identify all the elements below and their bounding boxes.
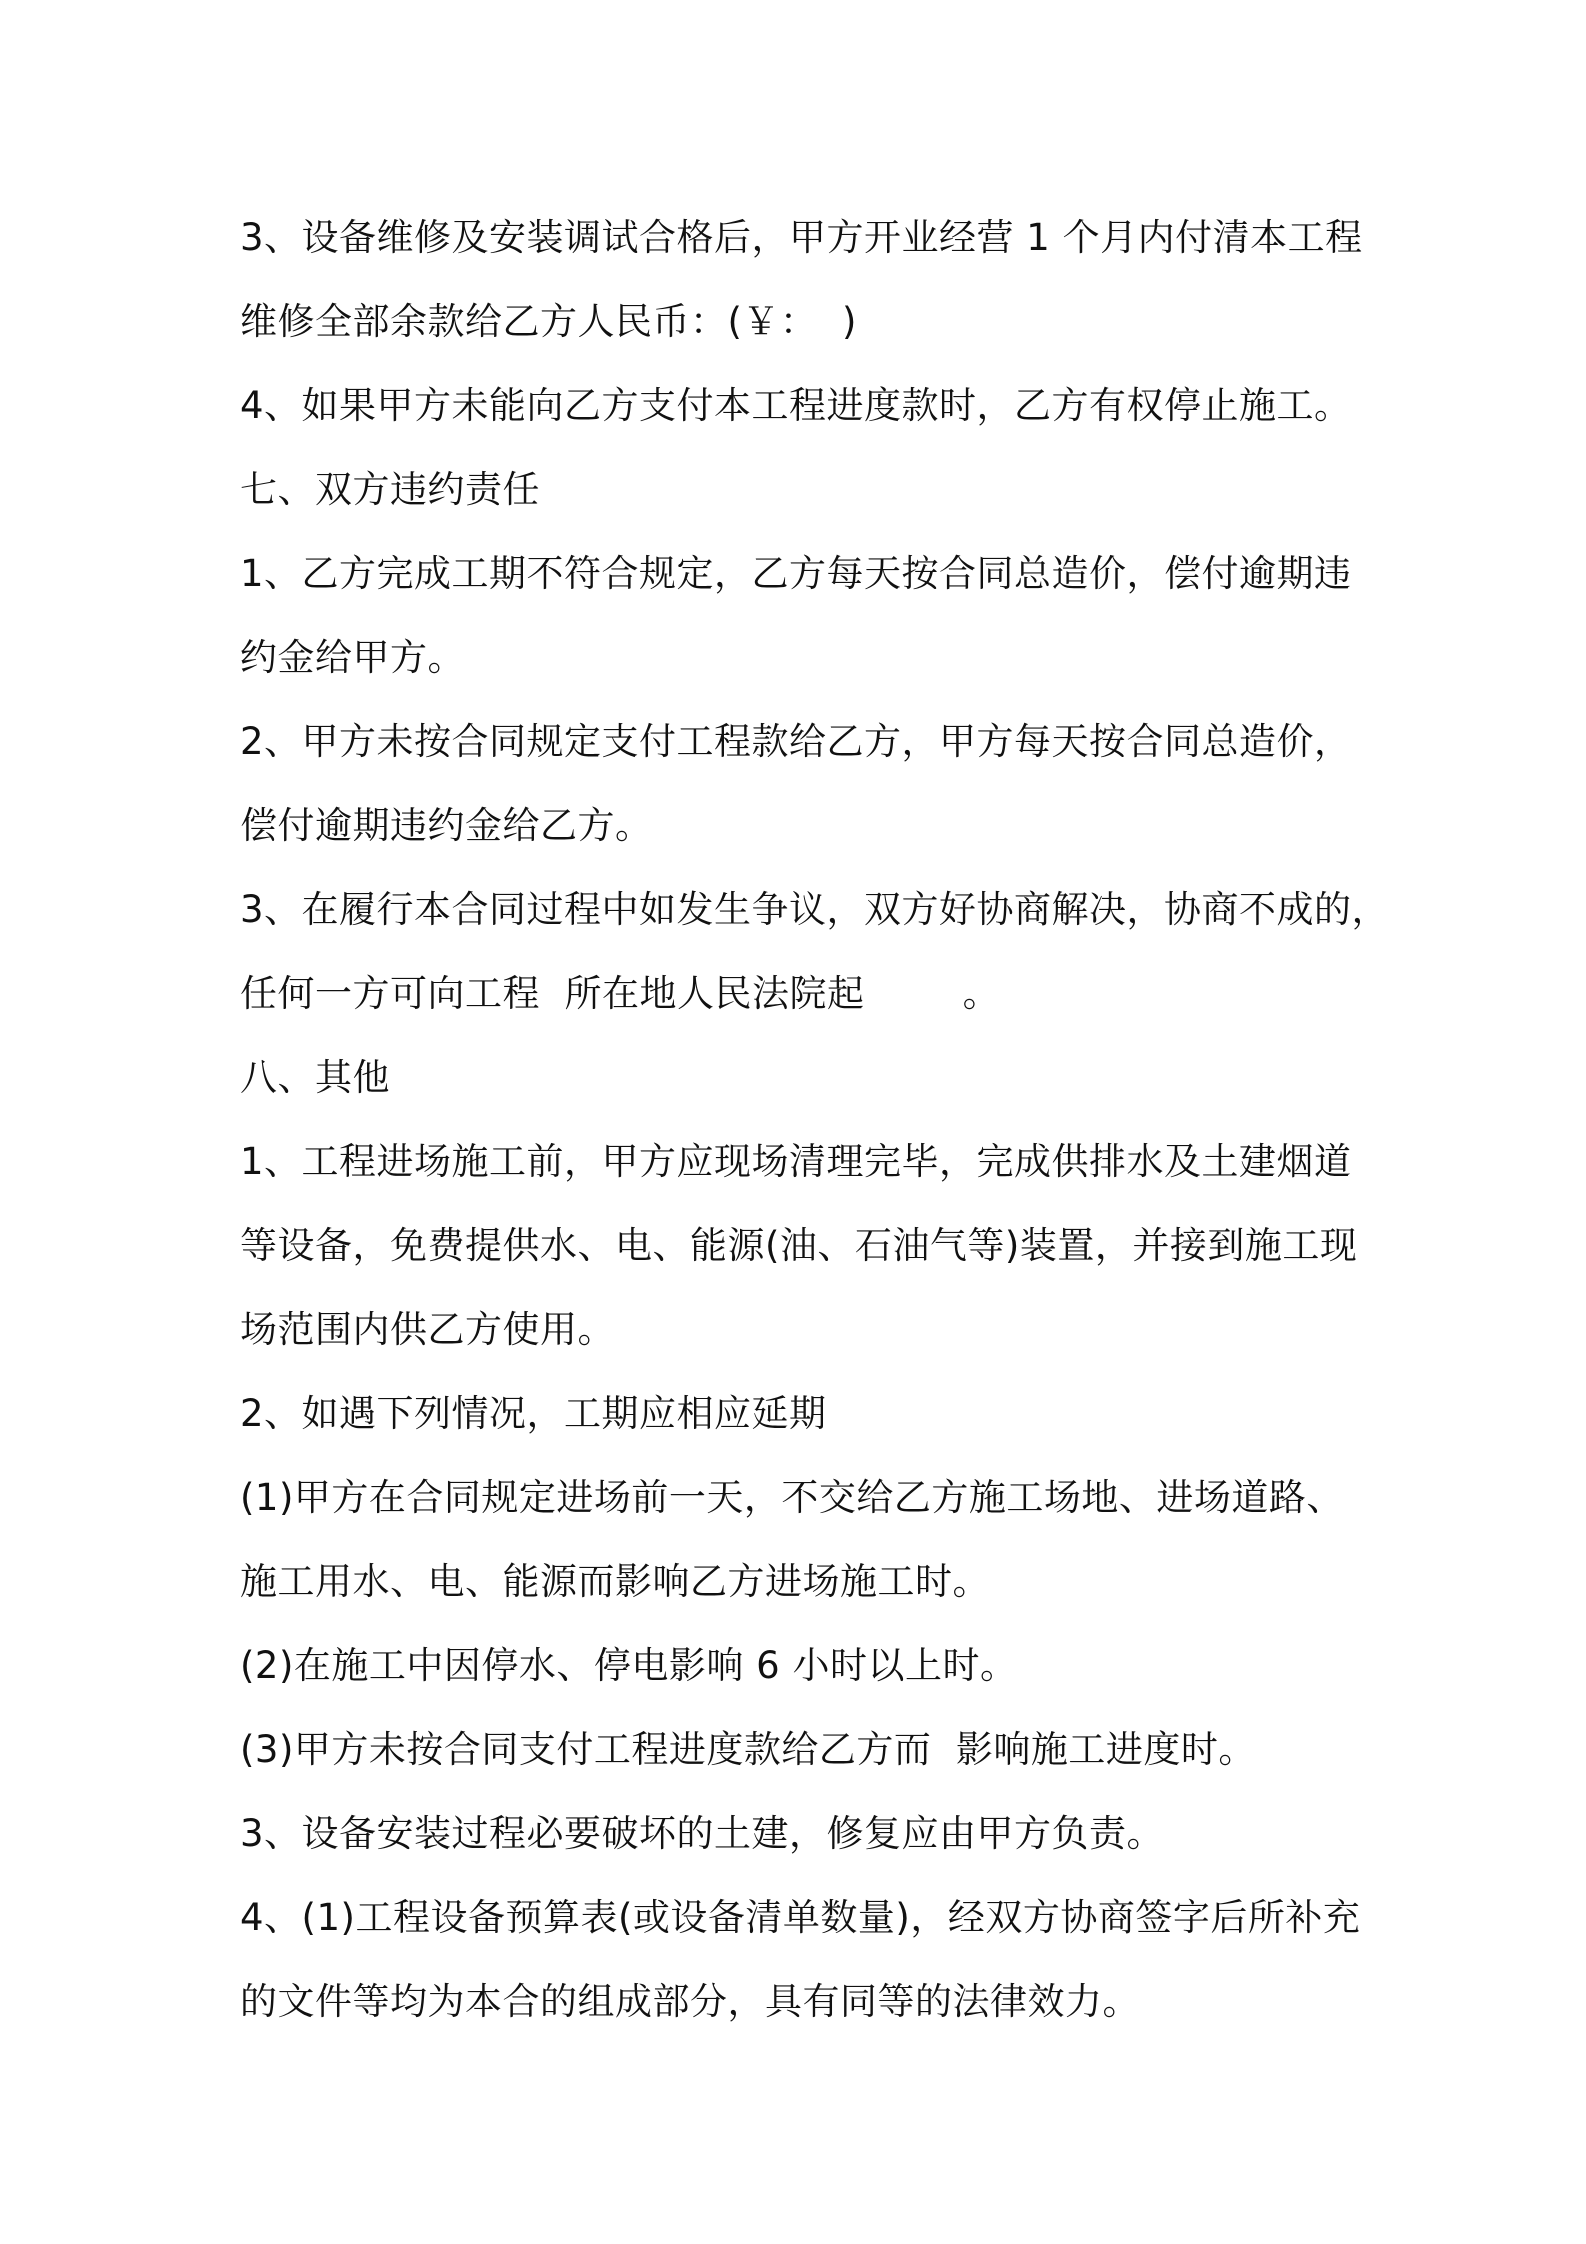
clause-8-4-line-2: 的文件等均为本合的组成部分，具有同等的法律效力。 [240,1980,1140,2023]
clause-8-1-line-3: 场范围内供乙方使用。 [240,1308,615,1351]
clause-8-3: 3、设备安装过程必要破坏的土建，修复应由甲方负责。 [240,1812,1165,1855]
clause-8-2-item-3: (3)甲方未按合同支付工程进度款给乙方而 影响施工进度时。 [240,1728,1256,1771]
clause-7-3-line-2: 任何一方可向工程 所在地人民法院起 。 [240,972,1001,1015]
clause-8-1-line-2: 等设备，免费提供水、电、能源(油、石油气等)装置，并接到施工现 [240,1224,1358,1267]
clause-6-4: 4、如果甲方未能向乙方支付本工程进度款时，乙方有权停止施工。 [240,384,1352,427]
document-body [240,196,1390,2044]
clause-7-3-line-1: 3、在履行本合同过程中如发生争议，双方好协商解决，协商不成的， [240,888,1390,931]
clause-8-2: 2、如遇下列情况，工期应相应延期 [240,1392,827,1435]
section-8-heading: 八、其他 [240,1056,390,1099]
clause-7-1-line-2: 约金给甲方。 [240,636,465,679]
clause-6-3-line-2: 维修全部余款给乙方人民币：(￥： ) [240,300,857,343]
clause-8-2-item-2: (2)在施工中因停水、停电影响 6 小时以上时。 [240,1644,1018,1687]
section-7-heading: 七、双方违约责任 [240,468,540,511]
clause-8-4-line-1: 4、(1)工程设备预算表(或设备清单数量)，经双方协商签字后所补充 [240,1896,1361,1939]
clause-6-3-line-1: 3、设备维修及安装调试合格后，甲方开业经营 1 个月内付清本工程 [240,216,1363,259]
clause-7-2-line-1: 2、甲方未按合同规定支付工程款给乙方，甲方每天按合同总造价， [240,720,1352,763]
clause-7-1-line-1: 1、乙方完成工期不符合规定，乙方每天按合同总造价，偿付逾期违 [240,552,1352,595]
clause-8-2-item-1-line-2: 施工用水、电、能源而影响乙方进场施工时。 [240,1560,990,1603]
clause-7-2-line-2: 偿付逾期违约金给乙方。 [240,804,653,847]
clause-8-2-item-1-line-1: (1)甲方在合同规定进场前一天，不交给乙方施工场地、进场道路、 [240,1476,1344,1519]
clause-8-1-line-1: 1、工程进场施工前，甲方应现场清理完毕，完成供排水及土建烟道 [240,1140,1352,1183]
